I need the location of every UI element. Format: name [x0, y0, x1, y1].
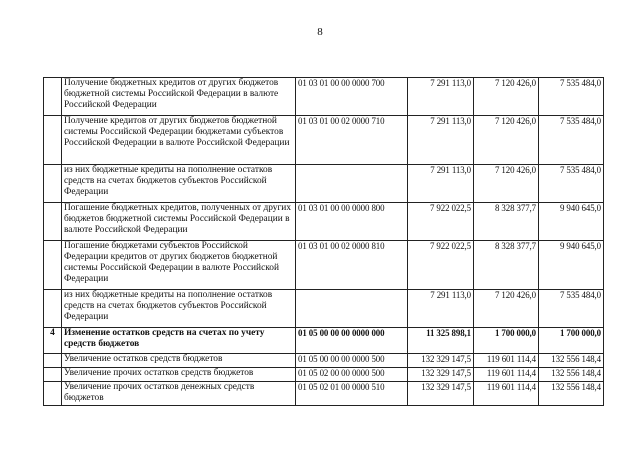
row-code — [296, 290, 408, 328]
row-value-1: 7 922 022,5 — [408, 241, 474, 290]
row-number — [44, 78, 62, 116]
row-value-1: 132 329 147,5 — [408, 354, 474, 368]
row-value-2: 119 601 114,4 — [474, 368, 539, 382]
row-value-3: 7 535 484,0 — [539, 290, 604, 328]
row-value-3: 132 556 148,4 — [539, 368, 604, 382]
row-number — [44, 165, 62, 203]
row-name: Погашение бюджетами субъектов Российской Федерации кредитов от других бюджетов бюджетной системы Российской Федерации в валюте Российской Федерации — [62, 241, 296, 290]
row-value-3: 132 556 148,4 — [539, 382, 604, 406]
table-body — [44, 78, 604, 406]
table-row — [44, 116, 604, 165]
row-value-3: 132 556 148,4 — [539, 354, 604, 368]
row-name: Изменение остатков средств на счетах по учету средств бюджетов — [62, 328, 296, 354]
table-row — [44, 382, 604, 406]
table-row — [44, 78, 604, 116]
row-code — [296, 165, 408, 203]
table-row — [44, 368, 604, 382]
row-number — [44, 290, 62, 328]
row-code: 01 03 01 00 00 0000 700 — [296, 78, 408, 116]
row-value-1: 7 291 113,0 — [408, 116, 474, 165]
row-value-1: 7 291 113,0 — [408, 165, 474, 203]
row-value-1: 7 291 113,0 — [408, 78, 474, 116]
row-code: 01 03 01 00 02 0000 810 — [296, 241, 408, 290]
row-name: Получение бюджетных кредитов от других бюджетов бюджетной системы Российской Федерации в валюте Российской Федерации — [62, 78, 296, 116]
row-value-1: 7 291 113,0 — [408, 290, 474, 328]
row-value-3: 1 700 000,0 — [539, 328, 604, 354]
row-value-2: 119 601 114,4 — [474, 382, 539, 406]
row-value-3: 9 940 645,0 — [539, 241, 604, 290]
row-value-3: 7 535 484,0 — [539, 165, 604, 203]
table-row — [44, 290, 604, 328]
table-row — [44, 165, 604, 203]
row-value-3: 7 535 484,0 — [539, 116, 604, 165]
row-value-3: 9 940 645,0 — [539, 203, 604, 241]
row-code: 01 05 02 01 00 0000 510 — [296, 382, 408, 406]
row-number — [44, 203, 62, 241]
page-number: 8 — [317, 26, 323, 38]
row-name: Увеличение прочих остатков денежных средств бюджетов — [62, 382, 296, 406]
budget-sources-table — [43, 77, 604, 406]
row-code: 01 05 00 00 00 0000 500 — [296, 354, 408, 368]
table-row — [44, 203, 604, 241]
row-number — [44, 368, 62, 382]
row-name: Увеличение прочих остатков средств бюджетов — [62, 368, 296, 382]
table-row — [44, 354, 604, 368]
row-number: 4 — [44, 328, 62, 354]
row-value-2: 8 328 377,7 — [474, 203, 539, 241]
row-value-2: 8 328 377,7 — [474, 241, 539, 290]
row-number — [44, 116, 62, 165]
row-value-1: 7 922 022,5 — [408, 203, 474, 241]
table-row — [44, 328, 604, 354]
row-code: 01 05 00 00 00 0000 000 — [296, 328, 408, 354]
table-row — [44, 241, 604, 290]
row-code: 01 03 01 00 00 0000 800 — [296, 203, 408, 241]
row-value-2: 7 120 426,0 — [474, 165, 539, 203]
row-name: из них бюджетные кредиты на пополнение остатков средств на счетах бюджетов субъектов Российской Федерации — [62, 165, 296, 203]
row-value-3: 7 535 484,0 — [539, 78, 604, 116]
row-value-2: 1 700 000,0 — [474, 328, 539, 354]
row-value-2: 7 120 426,0 — [474, 116, 539, 165]
row-name: Погашение бюджетных кредитов, полученных от других бюджетов бюджетной системы Российской Федерации в валюте Российской Федерации — [62, 203, 296, 241]
row-value-1: 132 329 147,5 — [408, 368, 474, 382]
row-value-1: 132 329 147,5 — [408, 382, 474, 406]
row-name: Увеличение остатков средств бюджетов — [62, 354, 296, 368]
row-number — [44, 241, 62, 290]
row-name: Получение кредитов от других бюджетов бюджетной системы Российской Федерации бюджетами субъектов Российской Федерации в валюте Российской Федерации — [62, 116, 296, 165]
row-value-2: 119 601 114,4 — [474, 354, 539, 368]
row-name: из них бюджетные кредиты на пополнение остатков средств на счетах бюджетов субъектов Российской Федерации — [62, 290, 296, 328]
row-number — [44, 382, 62, 406]
row-number — [44, 354, 62, 368]
row-code: 01 05 02 00 00 0000 500 — [296, 368, 408, 382]
row-value-2: 7 120 426,0 — [474, 78, 539, 116]
row-value-2: 7 120 426,0 — [474, 290, 539, 328]
row-value-1: 11 325 898,1 — [408, 328, 474, 354]
row-code: 01 03 01 00 02 0000 710 — [296, 116, 408, 165]
